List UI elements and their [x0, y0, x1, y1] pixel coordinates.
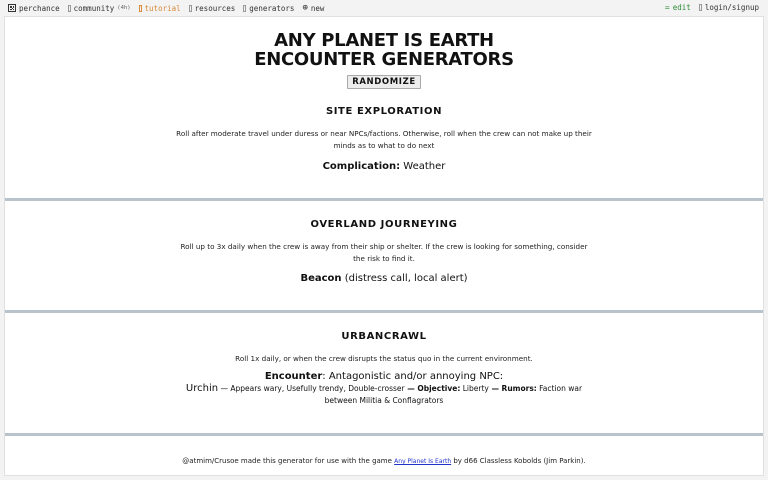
chat-icon [68, 5, 71, 12]
nav-generators[interactable]: generators [243, 4, 294, 13]
equals-icon: = [664, 3, 670, 12]
section-divider [5, 198, 763, 201]
section-heading: SITE EXPLORATION [325, 106, 443, 117]
section-overland-journeying [5, 219, 763, 285]
section-divider [5, 310, 763, 313]
folder-icon [189, 5, 192, 12]
list-icon [243, 5, 246, 12]
npc-details: Urchin — Appears wary, Usefully trendy, Double-crosser — Objective: Liberty — Rumors: Faction war between Militia & Conflagrators [185, 383, 583, 405]
top-nav-left [8, 3, 324, 13]
nav-edit[interactable]: = edit [664, 3, 691, 12]
dice-icon [8, 4, 16, 12]
nav-perchance[interactable]: perchance [8, 4, 60, 13]
top-nav-right [665, 3, 759, 12]
community-badge: (4h) [117, 5, 131, 11]
section-result [5, 371, 763, 383]
page-title-line1: ANY PLANET IS EARTH [274, 30, 494, 51]
section-site-exploration [5, 106, 763, 173]
nav-new[interactable]: ⊕ new [302, 3, 325, 13]
nav-login-signup[interactable]: login/signup [699, 3, 759, 12]
book-icon [139, 5, 142, 12]
page-title-line2: ENCOUNTER GENERATORS [254, 49, 514, 70]
credits-footer: @atmim/Crusoe made this generator for use with the game Any Planet Is Earth by d66 Classless Kobolds (Jim Parkin). [182, 457, 586, 465]
rumors-label: — Rumors: [488, 384, 537, 393]
section-heading: OVERLAND JOURNEYING [310, 219, 458, 230]
section-heading: URBANCRAWL [341, 331, 427, 342]
section-urbancrawl [5, 331, 763, 407]
result-value: : Antagonistic and/or annoying NPC: [322, 371, 504, 382]
generator-output-frame [4, 16, 764, 476]
section-result [5, 161, 763, 173]
npc-traits: Appears wary, Usefully trendy, Double-crosser [230, 384, 405, 393]
section-divider [5, 433, 763, 436]
randomize-button[interactable]: RANDOMIZE [347, 75, 421, 89]
section-description: Roll after moderate travel under duress or near NPCs/factions. Otherwise, roll when the crew can not make up their minds as to what to do next [176, 129, 592, 150]
result-value: Weather [403, 161, 446, 172]
result-label: Beacon [300, 273, 342, 284]
section-description: Roll 1x daily, or when the crew disrupts the status quo in the current environment. [235, 354, 533, 363]
result-label: Complication: [322, 161, 401, 172]
npc-name: Urchin [185, 383, 219, 394]
rumors-value: Faction war between Militia & Conflagrators [324, 384, 583, 405]
game-link[interactable]: Any Planet Is Earth [394, 458, 452, 465]
page-header [5, 31, 763, 89]
result-value: (distress call, local alert) [344, 273, 468, 284]
objective-value: Liberty [460, 384, 489, 393]
objective-label: — Objective: [404, 384, 461, 393]
section-description: Roll up to 3x daily when the crew is away from their ship or shelter. If the crew is looking for something, consider the risk to find it. [180, 242, 588, 263]
plus-circle-icon: ⊕ [302, 3, 308, 13]
section-result [5, 273, 763, 285]
top-nav-bar [0, 0, 768, 16]
nav-resources[interactable]: resources [189, 4, 236, 13]
user-icon [699, 4, 702, 11]
result-label: Encounter [264, 371, 323, 382]
nav-community[interactable]: community (4h) [68, 4, 131, 13]
nav-tutorial[interactable]: tutorial [139, 4, 181, 13]
